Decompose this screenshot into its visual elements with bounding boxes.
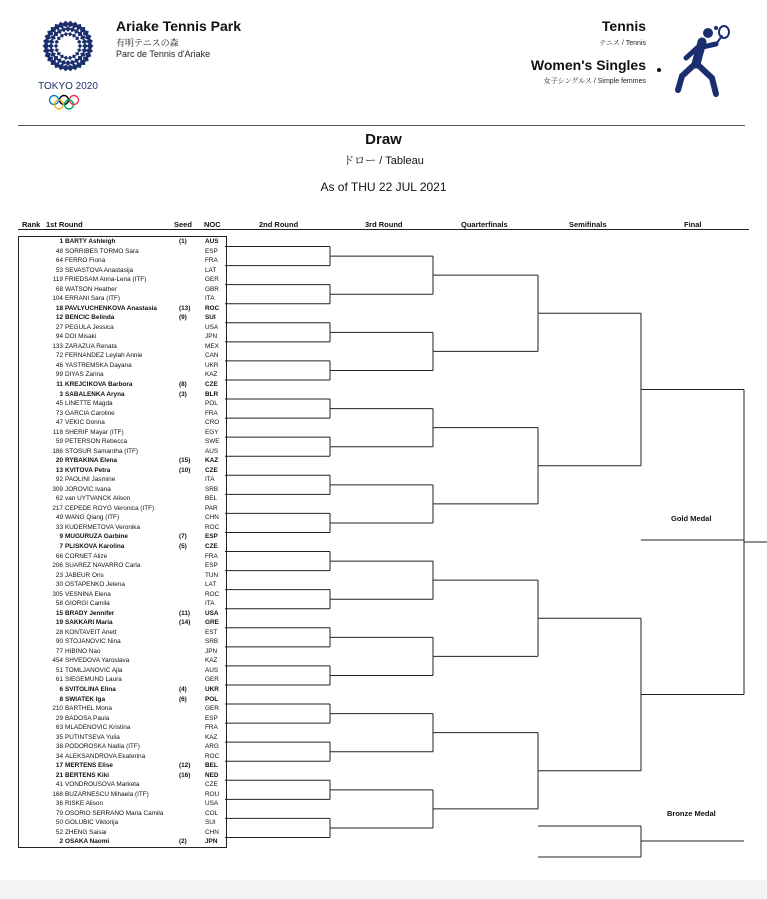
player-name: ZHENG Saisai xyxy=(65,828,107,836)
player-noc: FRA xyxy=(205,409,218,417)
player-rank: 309 xyxy=(52,485,63,493)
player-noc: UKR xyxy=(205,361,219,369)
player-seed: (2) xyxy=(179,838,187,846)
col-header-third-round: 3rd Round xyxy=(365,220,403,229)
player-rank: 49 xyxy=(55,514,63,522)
player-noc: SRB xyxy=(205,638,219,646)
player-noc: UKR xyxy=(205,685,219,693)
player-rank: 104 xyxy=(52,295,63,303)
player-rank: 50 xyxy=(55,819,63,827)
player-noc: MEX xyxy=(205,342,219,350)
player-noc: JPN xyxy=(205,647,218,655)
player-noc: KAZ xyxy=(205,371,218,379)
player-noc: LAT xyxy=(205,266,217,274)
player-rank: 13 xyxy=(55,466,63,474)
col-header-semifinals: Semifinals xyxy=(569,220,607,229)
player-name: OSORIO SERRANO Maria Camila xyxy=(65,809,164,817)
player-name: YASTREMSKA Dayana xyxy=(65,361,132,369)
player-rank: 118 xyxy=(52,428,63,436)
player-seed: (16) xyxy=(179,771,191,779)
player-name: BRADY Jennifer xyxy=(65,609,115,617)
player-name: STOJANOVIC Nina xyxy=(65,638,121,646)
player-name: SORRIBES TORMO Sara xyxy=(65,247,139,255)
player-seed: (3) xyxy=(179,390,187,398)
player-name: HIBINO Nao xyxy=(65,647,101,655)
player-noc: SRB xyxy=(205,485,219,493)
player-name: CEPEDE ROYG Veronica (ITF) xyxy=(65,504,155,512)
player-name: FERNANDEZ Leylah Annie xyxy=(65,352,143,360)
player-noc: BEL xyxy=(205,495,218,503)
player-name: SABALENKA Aryna xyxy=(65,390,125,398)
player-seed: (13) xyxy=(179,304,191,312)
player-rank: 61 xyxy=(55,676,63,684)
player-name: ALEKSANDROVA Ekaterina xyxy=(65,752,146,760)
player-noc: EST xyxy=(205,628,218,636)
player-name: PETERSON Rebecca xyxy=(65,438,128,446)
venue-name-fr: Parc de Tennis d'Ariake xyxy=(116,49,211,59)
player-name: WANG Qiang (ITF) xyxy=(65,514,120,522)
event-sub: 女子シングルス / Simple femmes xyxy=(543,78,646,85)
col-header-noc: NOC xyxy=(204,220,221,229)
player-noc: GER xyxy=(205,276,219,284)
player-rank: 51 xyxy=(55,666,63,674)
player-rank: 119 xyxy=(52,276,63,284)
player-noc: AUS xyxy=(205,666,219,674)
player-name: MLADENOVIC Kristina xyxy=(65,724,131,732)
player-rank: 305 xyxy=(52,590,63,598)
player-name: ZARAZUA Renata xyxy=(65,342,117,350)
player-name: BARTY Ashleigh xyxy=(65,238,116,245)
player-name: JOROVIC Ivana xyxy=(65,485,111,493)
player-name: JABEUR Ons xyxy=(65,571,104,579)
player-name: ERRANI Sara (ITF) xyxy=(65,295,121,303)
player-rank: 19 xyxy=(55,619,63,627)
player-seed: (14) xyxy=(179,619,191,627)
player-rank: 133 xyxy=(52,342,63,350)
player-rank: 90 xyxy=(55,638,63,646)
player-name: RYBAKINA Elena xyxy=(65,457,118,465)
player-noc: FRA xyxy=(205,257,218,265)
player-rank: 99 xyxy=(55,371,63,379)
player-noc: CAN xyxy=(205,352,219,360)
player-rank: 8 xyxy=(59,695,63,703)
player-noc: ROC xyxy=(205,752,220,760)
player-noc: JPN xyxy=(205,333,218,341)
player-rank: 27 xyxy=(55,323,63,331)
player-rank: 72 xyxy=(55,352,63,360)
player-rank: 210 xyxy=(52,705,63,713)
player-noc: CHN xyxy=(205,828,219,836)
player-rank: 68 xyxy=(55,285,63,293)
player-noc: KAZ xyxy=(205,657,218,665)
player-seed: (1) xyxy=(179,238,187,245)
player-noc: ESP xyxy=(205,533,218,541)
player-noc: POL xyxy=(205,400,218,408)
player-rank: 35 xyxy=(55,733,63,741)
player-noc: ESP xyxy=(205,562,218,570)
player-name: GARCIA Caroline xyxy=(65,409,115,417)
player-name: OSAKA Naomi xyxy=(65,838,110,846)
sport-sub: テニス / Tennis xyxy=(599,40,646,47)
player-seed: (11) xyxy=(179,609,191,617)
gold-medal-label: Gold Medal xyxy=(671,514,712,523)
player-name: TOMLJANOVIC Ajla xyxy=(65,666,123,674)
player-rank: 46 xyxy=(55,361,63,369)
player-noc: ITA xyxy=(205,295,215,303)
player-name: BARTHEL Mona xyxy=(65,705,112,713)
player-rank: 92 xyxy=(55,476,63,484)
player-name: OSTAPENKO Jelena xyxy=(65,581,125,589)
player-rank: 66 xyxy=(55,552,63,560)
player-name: DOI Misaki xyxy=(65,333,97,341)
player-name: PODOROSKA Nadia (ITF) xyxy=(65,743,140,751)
player-rank: 217 xyxy=(52,504,63,512)
col-header-final: Final xyxy=(684,220,702,229)
player-rank: 38 xyxy=(55,743,63,751)
player-seed: (8) xyxy=(179,380,187,388)
player-noc: CZE xyxy=(205,380,218,388)
player-name: PEGULA Jessica xyxy=(65,323,114,331)
player-noc: FRA xyxy=(205,552,218,560)
player-noc: NED xyxy=(205,771,219,779)
player-noc: SUI xyxy=(205,314,216,322)
col-header-first-round: 1st Round xyxy=(46,220,83,229)
player-name: FRIEDSAM Anna-Lena (ITF) xyxy=(65,276,147,284)
player-name: SWIATEK Iga xyxy=(65,695,106,703)
player-name: MERTENS Elise xyxy=(65,762,113,770)
player-noc: COL xyxy=(205,809,219,817)
player-noc: LAT xyxy=(205,581,217,589)
player-rank: 73 xyxy=(55,409,63,417)
player-rank: 58 xyxy=(55,600,63,608)
player-seed: (4) xyxy=(179,685,187,693)
event-title: Women's Singles xyxy=(530,57,646,73)
player-name: FERRO Fiona xyxy=(65,257,106,265)
player-noc: CZE xyxy=(205,781,218,789)
player-noc: FRA xyxy=(205,724,218,732)
player-rank: 45 xyxy=(55,400,63,408)
player-name: RISKE Alison xyxy=(65,800,104,808)
player-noc: ROC xyxy=(205,590,220,598)
player-name: BUZARNESCU Mihaela (ITF) xyxy=(65,790,149,798)
player-seed: (12) xyxy=(179,762,191,770)
player-rank: 48 xyxy=(55,247,63,255)
player-name: VEKIC Donna xyxy=(65,419,105,427)
player-rank: 168 xyxy=(52,790,63,798)
player-seed: (7) xyxy=(179,533,187,541)
player-rank: 11 xyxy=(56,380,63,388)
player-name: KVITOVA Petra xyxy=(65,466,111,474)
player-name: STOSUR Samantha (ITF) xyxy=(65,447,139,455)
player-name: MUGURUZA Garbine xyxy=(65,533,128,541)
draw-title: Draw xyxy=(365,131,402,148)
player-noc: SWE xyxy=(205,438,220,446)
player-name: LINETTE Magda xyxy=(65,400,113,408)
col-header-rank: Rank xyxy=(22,220,41,229)
player-rank: 64 xyxy=(55,257,63,265)
player-noc: KAZ xyxy=(205,733,218,741)
player-name: SIEGEMUND Laura xyxy=(65,676,122,684)
player-rank: 30 xyxy=(55,581,63,589)
player-rank: 79 xyxy=(55,809,63,817)
player-noc: SUI xyxy=(205,819,216,827)
player-noc: TUN xyxy=(205,571,219,579)
venue-title: Ariake Tennis Park xyxy=(116,18,242,34)
player-noc: USA xyxy=(205,609,219,617)
player-noc: GBR xyxy=(205,285,219,293)
player-rank: 3 xyxy=(59,390,63,398)
venue-name-ja: 有明テニスの森 xyxy=(116,38,179,48)
player-name: BERTENS Kiki xyxy=(65,771,110,779)
player-noc: ROC xyxy=(205,304,220,312)
player-noc: AUS xyxy=(205,238,219,245)
player-rank: 59 xyxy=(55,438,63,446)
player-noc: ESP xyxy=(205,714,218,722)
player-noc: CZE xyxy=(205,466,218,474)
player-name: BADOSA Paula xyxy=(65,714,110,722)
player-seed: (9) xyxy=(179,314,187,322)
player-noc: USA xyxy=(205,800,219,808)
player-rank: 47 xyxy=(55,419,63,427)
player-seed: (6) xyxy=(179,695,187,703)
player-name: KONTAVEIT Anett xyxy=(65,628,117,636)
player-rank: 63 xyxy=(55,724,63,732)
player-noc: EGY xyxy=(205,428,219,436)
player-noc: PAR xyxy=(205,504,218,512)
player-rank: 52 xyxy=(55,828,63,836)
player-rank: 21 xyxy=(55,771,63,779)
player-noc: USA xyxy=(205,323,219,331)
player-noc: ARG xyxy=(205,743,219,751)
player-noc: BEL xyxy=(205,762,218,770)
player-rank: 41 xyxy=(55,781,63,789)
player-name: GIORGI Camila xyxy=(65,600,110,608)
player-name: SAKKARI Maria xyxy=(65,619,113,627)
player-name: PAVLYUCHENKOVA Anastasia xyxy=(65,304,157,312)
player-noc: GER xyxy=(205,705,219,713)
player-rank: 7 xyxy=(59,543,63,550)
sport-title: Tennis xyxy=(601,18,646,34)
player-name: SEVASTOVA Anastasija xyxy=(65,266,134,274)
player-name: van UYTVANCK Alison xyxy=(65,495,131,503)
player-rank: 9 xyxy=(59,533,63,541)
player-rank: 33 xyxy=(55,523,63,531)
player-noc: JPN xyxy=(205,838,218,846)
player-name: VESNINA Elena xyxy=(65,590,111,598)
col-header-second-round: 2nd Round xyxy=(259,220,299,229)
player-rank: 2 xyxy=(59,838,63,846)
player-rank: 28 xyxy=(55,628,63,636)
player-noc: KAZ xyxy=(205,457,219,465)
player-rank: 6 xyxy=(59,685,63,693)
player-rank: 12 xyxy=(55,314,63,322)
player-noc: POL xyxy=(205,695,219,703)
player-name: VONDROUSOVA Marketa xyxy=(65,781,140,789)
player-seed: (10) xyxy=(179,466,191,474)
player-noc: BLR xyxy=(205,390,219,398)
player-rank: 53 xyxy=(55,266,63,274)
player-rank: 17 xyxy=(55,762,63,770)
player-name: SVITOLINA Elina xyxy=(65,685,116,693)
player-name: GOLUBIC Viktorija xyxy=(65,819,119,827)
player-rank: 206 xyxy=(52,562,63,570)
draw-subtitle: ドロー / Tableau xyxy=(343,155,424,167)
logo-text: TOKYO 2020 xyxy=(38,81,98,92)
player-name: PUTINTSEVA Yulia xyxy=(65,733,120,741)
player-noc: CZE xyxy=(205,543,218,550)
player-noc: ROU xyxy=(205,790,220,798)
player-rank: 186 xyxy=(52,447,63,455)
player-name: KUDERMETOVA Veronika xyxy=(65,523,141,531)
player-name: SHERIF Mayar (ITF) xyxy=(65,428,124,436)
player-rank: 77 xyxy=(55,647,63,655)
player-name: BENCIC Belinda xyxy=(65,314,115,322)
player-name: PAOLINI Jasmine xyxy=(65,476,116,484)
player-name: PLISKOVA Karolina xyxy=(65,543,125,550)
player-rank: 23 xyxy=(55,571,63,579)
player-name: KREJCIKOVA Barbora xyxy=(65,380,133,388)
footer-band xyxy=(0,880,767,899)
player-noc: ITA xyxy=(205,600,215,608)
player-noc: GER xyxy=(205,676,219,684)
bronze-medal-label: Bronze Medal xyxy=(667,809,716,818)
as-of-date: As of THU 22 JUL 2021 xyxy=(320,180,447,194)
player-rank: 454 xyxy=(52,657,63,665)
player-seed: (15) xyxy=(179,457,191,465)
player-noc: CRO xyxy=(205,419,220,427)
player-noc: AUS xyxy=(205,447,219,455)
col-header-quarterfinals: Quarterfinals xyxy=(461,220,508,229)
player-name: CORNET Alize xyxy=(65,552,108,560)
player-name: SHVEDOVA Yaroslava xyxy=(65,657,130,665)
player-rank: 34 xyxy=(55,752,63,760)
player-rank: 29 xyxy=(55,714,63,722)
player-noc: CHN xyxy=(205,514,219,522)
player-rank: 1 xyxy=(59,238,63,245)
player-rank: 15 xyxy=(55,609,63,617)
player-noc: ESP xyxy=(205,247,218,255)
player-rank: 36 xyxy=(55,800,63,808)
player-name: DIYAS Zarina xyxy=(65,371,104,379)
player-rank: 94 xyxy=(55,333,63,341)
player-name: WATSON Heather xyxy=(65,285,117,293)
player-noc: GRE xyxy=(205,619,219,627)
col-header-seed: Seed xyxy=(174,220,192,229)
player-rank: 62 xyxy=(55,495,63,503)
player-rank: 20 xyxy=(55,457,63,465)
player-noc: ITA xyxy=(205,476,215,484)
player-rank: 18 xyxy=(55,304,63,312)
player-seed: (5) xyxy=(179,543,187,550)
player-name: SUAREZ NAVARRO Carla xyxy=(65,562,141,570)
player-noc: ROC xyxy=(205,523,220,531)
